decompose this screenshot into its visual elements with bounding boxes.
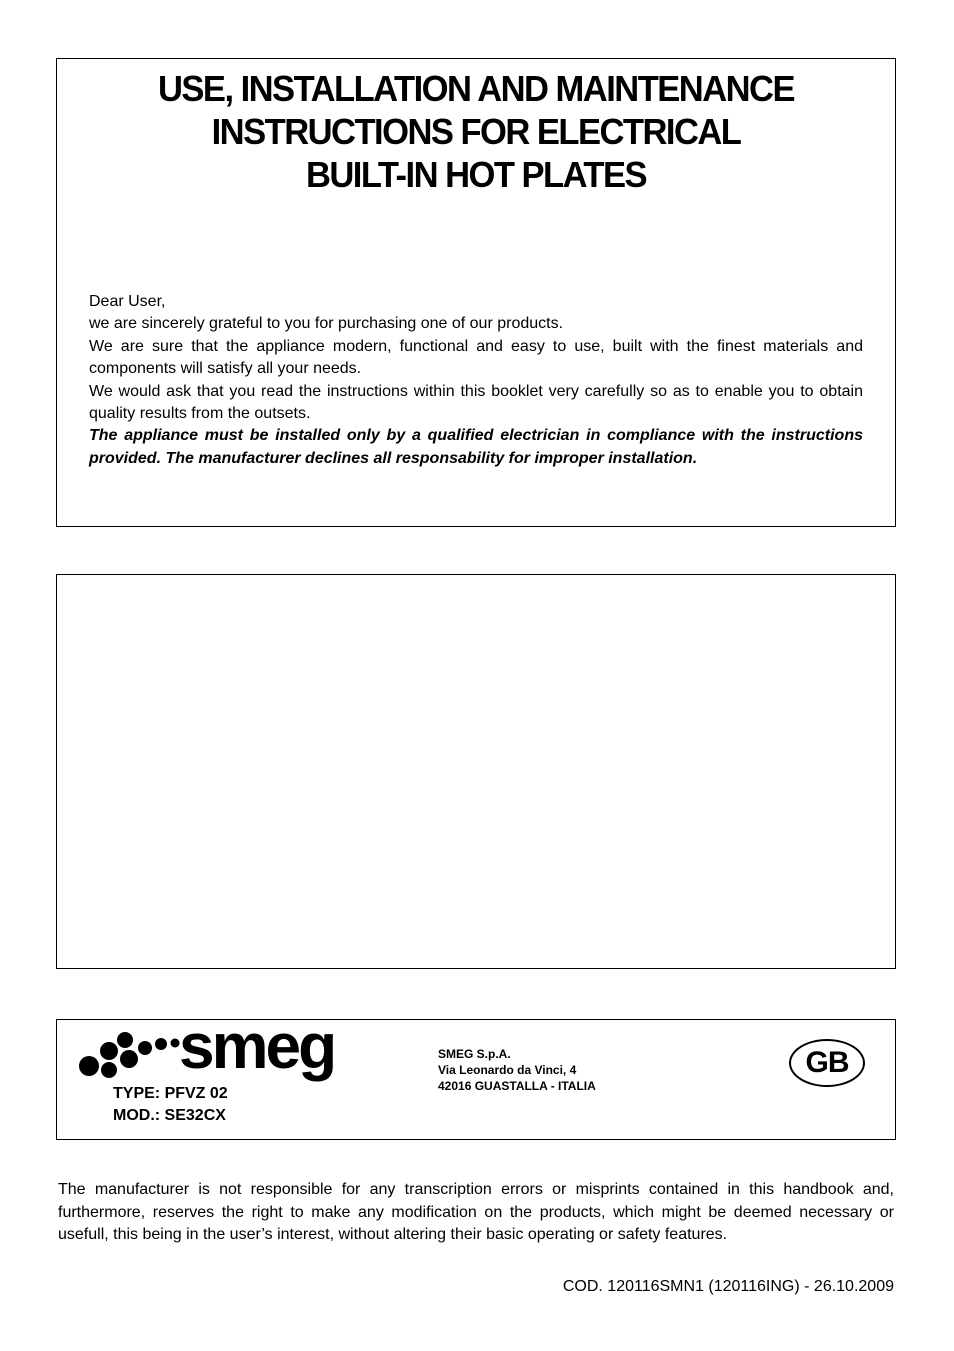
title-line-2: INSTRUCTIONS FOR ELECTRICAL [211,111,741,152]
letter-paragraph-2: We are sure that the appliance modern, functional and easy to use, built with the finest materials and components will satisfy all your needs. [89,337,863,378]
company-name: SMEG S.p.A. [438,1047,511,1061]
letter-paragraph-1: we are sincerely grateful to you for purchasing one of our products. [89,315,564,333]
brand-wordmark: smeg [179,1026,335,1082]
company-city: 42016 GUASTALLA - ITALIA [438,1079,596,1093]
smeg-logo [79,1026,355,1082]
disclaimer-text: The manufacturer is not responsible for any transcription errors or misprints contained in this handbook and, furthermore, reserves the right to make any modification on the products, which might be deemed necessary or usefull, this being in the user’s interest, without altering their basic operating or safety features. [58,1181,894,1244]
company-street: Via Leonardo da Vinci, 4 [438,1063,577,1077]
letter-paragraph-3: We would ask that you read the instructions within this booklet very carefully so as to enable you to obtain quality results from the outsets. [89,382,863,423]
model-label: MOD.: SE32CX [113,1107,226,1124]
blank-box [56,574,896,969]
title-line-3: BUILT-IN HOT PLATES [305,154,647,195]
intro-box [56,58,896,527]
type-label: TYPE: PFVZ 02 [113,1085,228,1102]
page-title [74,67,878,196]
identification-box [56,1019,896,1140]
welcome-letter [89,291,863,470]
company-address [438,1046,596,1094]
country-code: GB [805,1046,849,1079]
salutation: Dear User, [89,293,166,310]
document-code: COD. 120116SMN1 (120116ING) - 26.10.2009 [562,1278,894,1295]
installation-warning: The appliance must be installed only by a qualified electrician in compliance with the instructions provided. The manufacturer declines all responsability for improper installation. [89,427,863,467]
country-badge [789,1039,865,1087]
title-line-1: USE, INSTALLATION AND MAINTENANCE [157,68,795,109]
